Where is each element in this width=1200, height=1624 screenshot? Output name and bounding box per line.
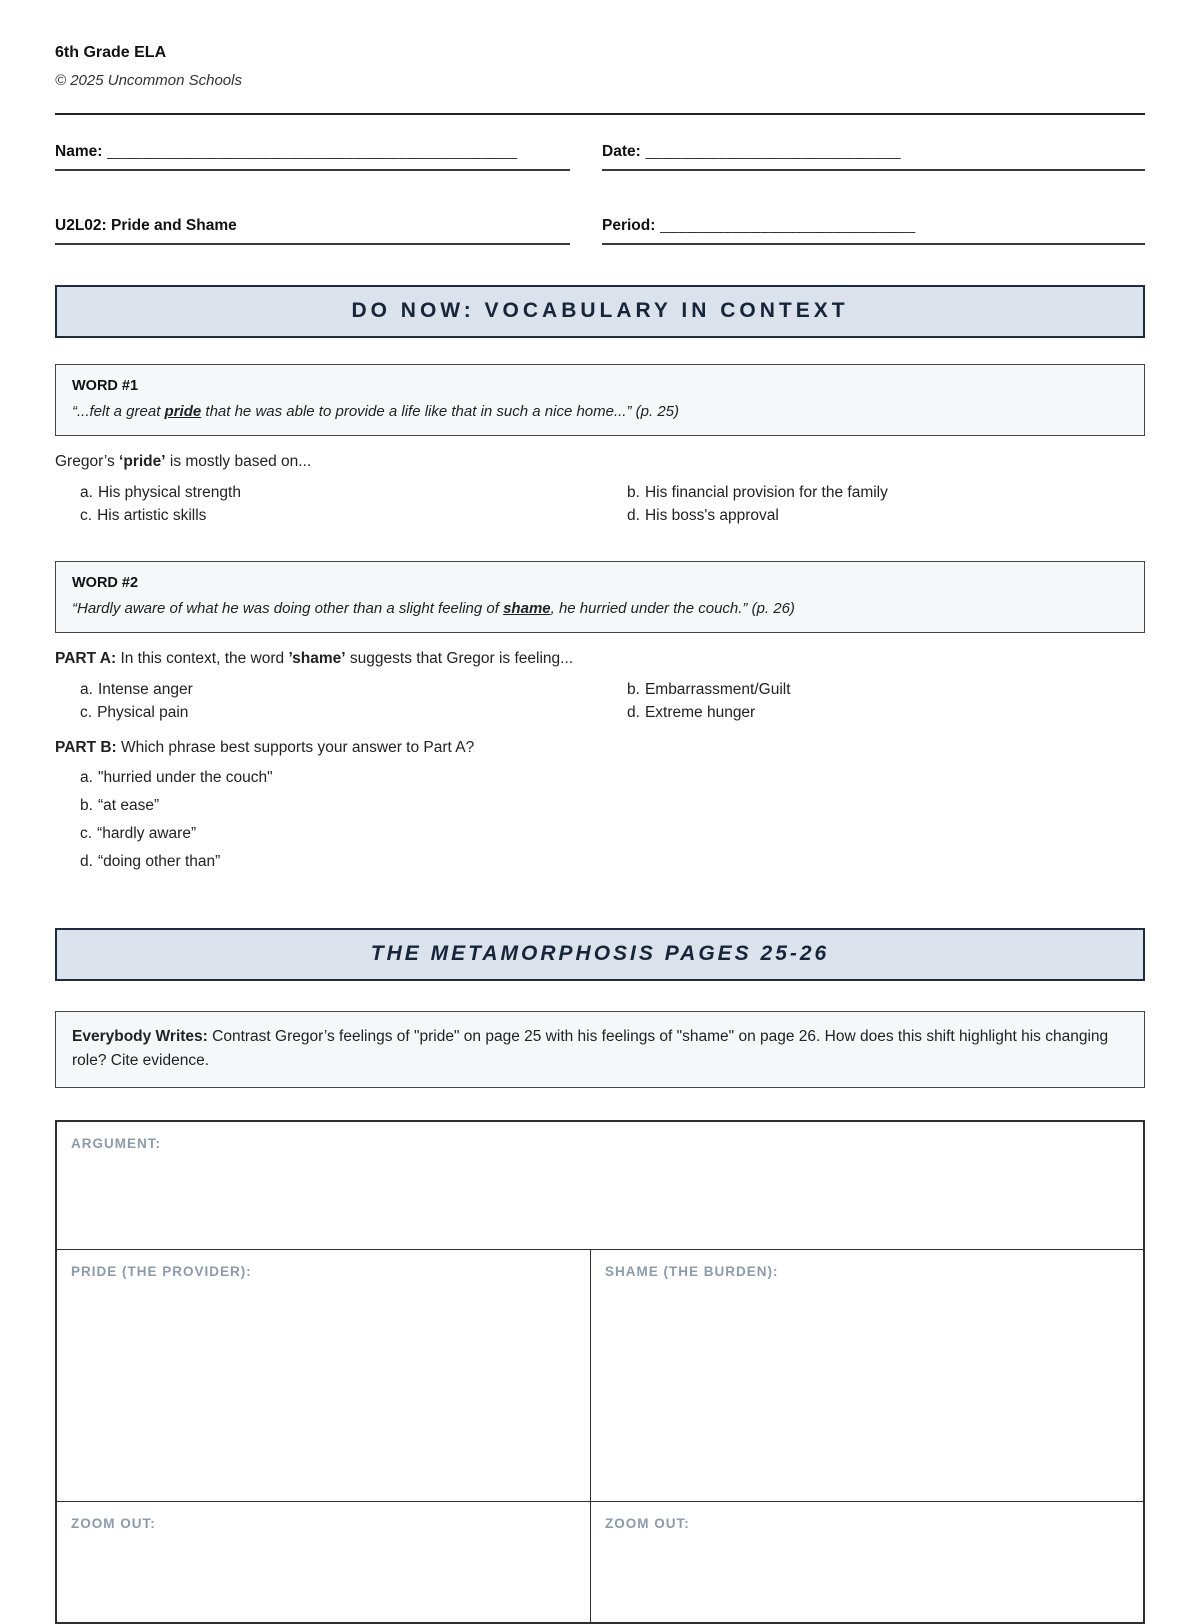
- everybody-writes-label: Everybody Writes:: [72, 1028, 208, 1045]
- word1-quote-post: that he was able to provide a life like that in such a nice home...” (p. 25): [201, 403, 679, 420]
- word1-question: [55, 453, 1145, 471]
- zoom-out-left-label: ZOOM OUT:: [71, 1516, 156, 1532]
- copyright-notice: © 2025 Uncommon Schools: [55, 72, 242, 89]
- word1-quote: [72, 403, 1128, 420]
- part-b-option-d[interactable]: [80, 851, 1145, 872]
- word2-quote-post: , he hurried under the couch.” (p. 26): [550, 600, 795, 617]
- option-letter: a.: [80, 681, 93, 698]
- word2-label: WORD #2: [72, 575, 139, 591]
- date-label: Date:: [602, 143, 641, 160]
- option-text: His financial provision for the family: [644, 484, 888, 501]
- name-date-row: [55, 143, 1145, 171]
- do-now-section-header: DO NOW: VOCABULARY IN CONTEXT: [55, 285, 1145, 338]
- course-title: 6th Grade ELA: [55, 44, 167, 61]
- word2-quote: [72, 600, 1128, 617]
- word1-option-a[interactable]: [80, 484, 627, 502]
- option-letter: c.: [80, 825, 93, 842]
- part-a-option-c[interactable]: [80, 704, 627, 722]
- zoom-out-right-cell[interactable]: [591, 1502, 1143, 1622]
- word1-box: [55, 364, 1145, 436]
- zoom-out-right-label: ZOOM OUT:: [605, 1516, 690, 1532]
- word1-options: [55, 484, 1145, 525]
- option-text: “hardly aware”: [97, 825, 197, 842]
- word1-option-d[interactable]: [627, 507, 1145, 525]
- option-text: Extreme hunger: [644, 704, 756, 721]
- name-label: Name:: [55, 143, 103, 160]
- date-field[interactable]: [602, 143, 1145, 171]
- part-b-option-c[interactable]: [80, 823, 1145, 844]
- option-text: Embarrassment/Guilt: [644, 681, 791, 698]
- option-text: "hurried under the couch": [97, 769, 273, 786]
- option-text: His artistic skills: [97, 507, 207, 524]
- metamorphosis-section-header: THE METAMORPHOSIS PAGES 25-26: [55, 928, 1145, 981]
- lesson-period-row: [55, 217, 1145, 245]
- part-a-options: [55, 681, 1145, 722]
- lesson-title: U2L02: Pride and Shame: [55, 217, 237, 234]
- option-letter: c.: [80, 704, 93, 721]
- period-label: Period:: [602, 217, 656, 234]
- everybody-writes-box: [55, 1011, 1145, 1088]
- word1-stem-keyword: ‘pride’: [119, 453, 166, 470]
- option-text: “doing other than”: [97, 853, 221, 870]
- part-b-stem: [55, 739, 1145, 757]
- word1-option-b[interactable]: [627, 484, 1145, 502]
- pride-cell[interactable]: [57, 1250, 591, 1501]
- part-a-post: suggests that Gregor is feeling...: [345, 650, 574, 667]
- option-letter: d.: [627, 507, 640, 524]
- part-a-option-b[interactable]: [627, 681, 1145, 699]
- part-a-keyword: ’shame’: [288, 650, 346, 667]
- option-letter: c.: [80, 507, 93, 524]
- option-letter: b.: [80, 797, 93, 814]
- argument-label: ARGUMENT:: [71, 1136, 161, 1152]
- part-a-pre: In this context, the word: [116, 650, 289, 667]
- zoom-out-left-cell[interactable]: [57, 1502, 591, 1622]
- option-text: Intense anger: [97, 681, 193, 698]
- name-field[interactable]: [55, 143, 570, 171]
- organizer-main-row: [57, 1250, 1143, 1502]
- option-letter: a.: [80, 769, 93, 786]
- shame-label: SHAME (THE BURDEN):: [605, 1264, 779, 1280]
- name-blank[interactable]: _____________________________________________: [102, 143, 518, 160]
- word2-box: [55, 561, 1145, 633]
- date-blank[interactable]: ____________________________: [640, 143, 901, 160]
- part-a-stem: [55, 650, 1145, 668]
- option-letter: d.: [80, 853, 93, 870]
- word1-keyword: pride: [164, 403, 202, 420]
- option-letter: b.: [627, 484, 640, 501]
- option-text: “at ease”: [97, 797, 160, 814]
- everybody-writes-text: Contrast Gregor’s feelings of "pride" on page 25 with his feelings of "shame" on page 26. How does this shift highlight his changing role? Cite evidence.: [72, 1028, 1109, 1070]
- part-b-options: [55, 767, 1145, 872]
- part-b-text: Which phrase best supports your answer to Part A?: [116, 739, 475, 756]
- shame-cell[interactable]: [591, 1250, 1143, 1501]
- argument-cell[interactable]: [57, 1122, 1143, 1250]
- organizer-zoom-row: [57, 1502, 1143, 1622]
- pride-label: PRIDE (THE PROVIDER):: [71, 1264, 252, 1280]
- lesson-field: [55, 217, 570, 245]
- option-text: His boss's approval: [644, 507, 779, 524]
- word2-keyword: shame: [503, 600, 551, 617]
- part-b-option-a[interactable]: [80, 767, 1145, 788]
- word1-stem-post: is mostly based on...: [165, 453, 312, 470]
- part-a-option-a[interactable]: [80, 681, 627, 699]
- option-letter: d.: [627, 704, 640, 721]
- header-divider: [55, 113, 1145, 115]
- part-b-label: PART B:: [55, 739, 117, 756]
- part-a-label: PART A:: [55, 650, 117, 667]
- word1-stem-pre: Gregor’s: [55, 453, 120, 470]
- word1-label: WORD #1: [72, 378, 139, 394]
- word1-quote-pre: “...felt a great: [72, 403, 165, 420]
- part-a-option-d[interactable]: [627, 704, 1145, 722]
- word1-option-c[interactable]: [80, 507, 627, 525]
- option-letter: b.: [627, 681, 640, 698]
- option-text: Physical pain: [97, 704, 189, 721]
- period-field[interactable]: [602, 217, 1145, 245]
- period-blank[interactable]: ____________________________: [655, 217, 916, 234]
- option-text: His physical strength: [97, 484, 241, 501]
- word2-quote-pre: “Hardly aware of what he was doing other than a slight feeling of: [72, 600, 504, 617]
- option-letter: a.: [80, 484, 93, 501]
- graphic-organizer: [55, 1120, 1145, 1624]
- part-b-option-b[interactable]: [80, 795, 1145, 816]
